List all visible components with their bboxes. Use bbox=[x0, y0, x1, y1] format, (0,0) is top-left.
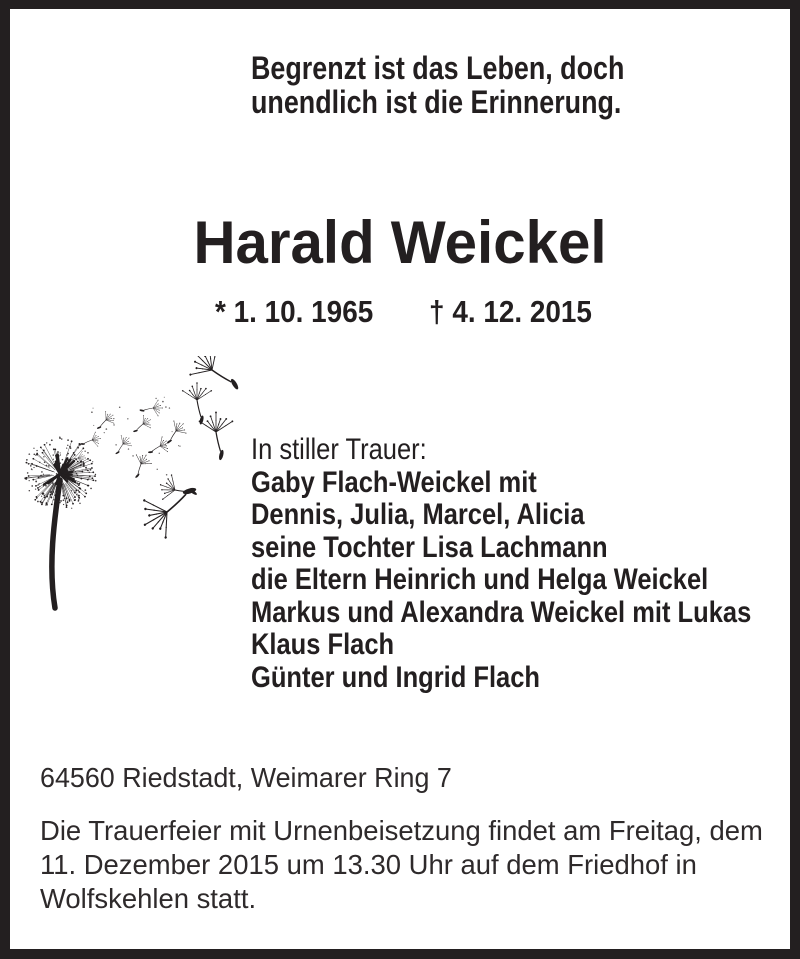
address-line: 64560 Riedstadt, Weimarer Ring 7 bbox=[40, 762, 452, 793]
deceased-name: Harald Weickel bbox=[193, 209, 607, 276]
mourner-line: die Eltern Heinrich und Helga Weickel bbox=[251, 563, 709, 596]
death-date: † 4. 12. 2015 bbox=[429, 294, 592, 329]
funeral-notice bbox=[40, 814, 763, 916]
epitaph bbox=[251, 51, 624, 119]
mourning-intro: In stiller Trauer: bbox=[251, 433, 427, 466]
mourner-line: Günter und Ingrid Flach bbox=[251, 660, 540, 694]
dandelion-illustration bbox=[20, 356, 255, 618]
mourner-line: Dennis, Julia, Marcel, Alicia bbox=[251, 498, 585, 531]
funeral-notice-line-1: Die Trauerfeier mit Urnenbeisetzung findet am Freitag, dem bbox=[40, 815, 763, 846]
life-dates bbox=[215, 294, 592, 330]
epitaph-line-1: Begrenzt ist das Leben, doch bbox=[251, 50, 625, 86]
mourners-block bbox=[251, 434, 751, 694]
mourner-line: Markus und Alexandra Weickel mit Lukas bbox=[251, 595, 752, 629]
mourner-line: seine Tochter Lisa Lachmann bbox=[251, 530, 608, 564]
funeral-notice-line-3: Wolfskehlen statt. bbox=[40, 883, 257, 914]
mourner-line: Klaus Flach bbox=[251, 628, 395, 661]
funeral-notice-line-2: 11. Dezember 2015 um 13.30 Uhr auf dem Friedhof in bbox=[40, 849, 697, 880]
mourner-line: Gaby Flach-Weickel mit bbox=[251, 465, 537, 499]
epitaph-line-2: unendlich ist die Erinnerung. bbox=[251, 84, 622, 120]
birth-date: * 1. 10. 1965 bbox=[215, 294, 374, 329]
